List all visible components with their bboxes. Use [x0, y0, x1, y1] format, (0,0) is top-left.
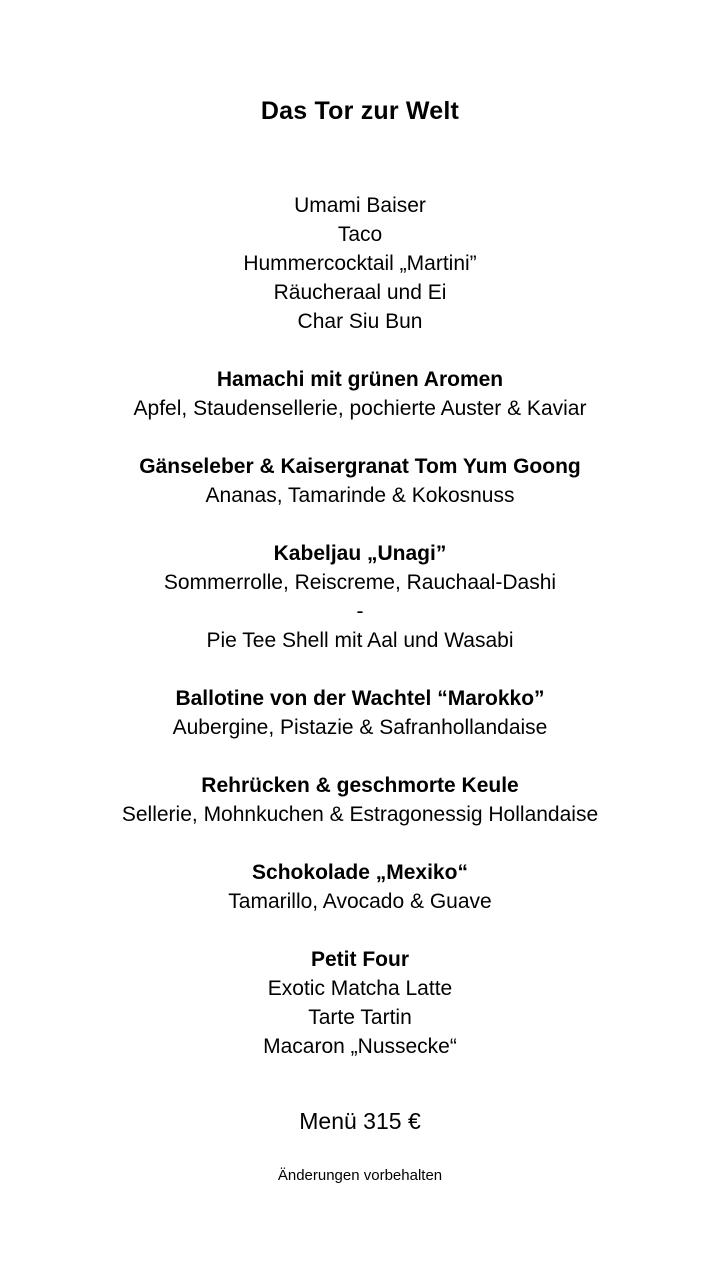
menu-item: Hummercocktail „Martini” — [243, 252, 477, 275]
course-description: Sommerrolle, Reiscreme, Rauchaal-Dashi — [163, 571, 557, 594]
menu-section-kabeljau — [0, 539, 720, 655]
menu-section-ballotine — [0, 684, 720, 742]
menu-section-schokolade — [0, 858, 720, 916]
menu-section-hamachi — [0, 365, 720, 423]
course-description: Aubergine, Pistazie & Safranhollandaise — [172, 716, 548, 739]
course-description: Tamarillo, Avocado & Guave — [228, 890, 492, 913]
menu-section-rehruecken — [0, 771, 720, 829]
course-heading: Petit Four — [311, 948, 409, 971]
course-heading: Rehrücken & geschmorte Keule — [201, 774, 519, 797]
page-title: Das Tor zur Welt — [260, 97, 460, 125]
menu-section-gaenseleber — [0, 452, 720, 510]
footer-note: Änderungen vorbehalten — [277, 1167, 443, 1184]
course-heading: Gänseleber & Kaisergranat Tom Yum Goong — [139, 455, 581, 478]
menu-item: Exotic Matcha Latte — [267, 977, 453, 1000]
course-heading: Schokolade „Mexiko“ — [252, 861, 468, 884]
course-description: Ananas, Tamarinde & Kokosnuss — [205, 484, 515, 507]
menu-item: Umami Baiser — [294, 194, 426, 217]
menu-item: Char Siu Bun — [297, 310, 423, 333]
menu-item: Macaron „Nussecke“ — [263, 1035, 457, 1058]
course-heading: Ballotine von der Wachtel “Marokko” — [175, 687, 545, 710]
menu-price: Menü 315 € — [299, 1108, 421, 1134]
course-heading: Kabeljau „Unagi” — [273, 542, 447, 565]
course-description: Apfel, Staudensellerie, pochierte Auster & Kaviar — [133, 397, 587, 420]
menu-item: Räucheraal und Ei — [273, 281, 447, 304]
course-description: Sellerie, Mohnkuchen & Estragonessig Hollandaise — [121, 803, 599, 826]
course-heading: Hamachi mit grünen Aromen — [216, 368, 504, 391]
course-separator: - — [356, 600, 364, 623]
menu-section-starters — [0, 191, 720, 336]
menu-item: Tarte Tartin — [308, 1006, 412, 1029]
course-description: Pie Tee Shell mit Aal und Wasabi — [206, 629, 514, 652]
menu-body — [0, 191, 720, 1061]
menu-section-petit-four — [0, 945, 720, 1061]
menu-item: Taco — [337, 223, 383, 246]
